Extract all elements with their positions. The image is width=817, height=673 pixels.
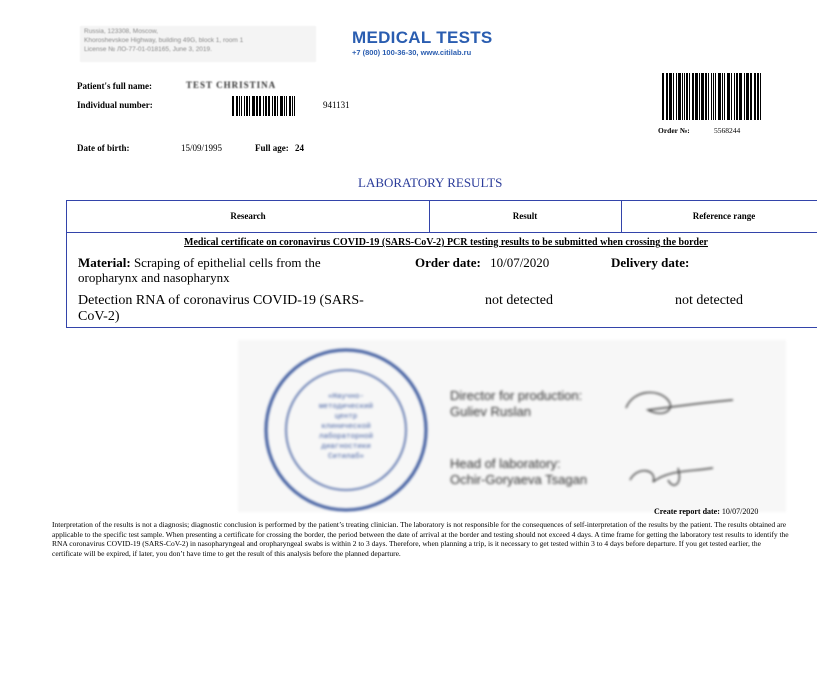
- director-signature: [626, 392, 733, 413]
- barcode-bar: [754, 73, 756, 120]
- patient-name-value: TEST CHRISTINA: [186, 80, 277, 90]
- stamp-line: лабораторной: [318, 433, 373, 441]
- order-date-row: [415, 255, 549, 271]
- section-title: LABORATORY RESULTS: [358, 175, 503, 190]
- signature-area: [238, 340, 786, 512]
- barcode-bar: [239, 96, 240, 116]
- report-date-value: 10/07/2020: [721, 507, 759, 516]
- lab-address-block: [80, 26, 316, 62]
- barcode-bar: [272, 96, 273, 116]
- barcode-bar: [263, 96, 264, 116]
- stamp-line: диагностики: [321, 443, 371, 451]
- barcode-bar: [757, 73, 759, 120]
- dob-label: Date of birth:: [77, 143, 130, 153]
- lab-brand: [352, 28, 493, 57]
- barcode-bar: [252, 96, 255, 116]
- age-label: Full age:: [255, 143, 289, 153]
- barcode-bar: [274, 96, 276, 116]
- barcode-bar: [669, 73, 671, 120]
- head-signature: [630, 468, 713, 485]
- barcode-bar: [246, 96, 248, 116]
- results-table: [66, 200, 817, 328]
- barcode-bar: [708, 73, 709, 120]
- order-number-value: 5568244: [714, 126, 741, 135]
- stamp-line: «Научно-: [327, 393, 364, 401]
- brand-contact: +7 (800) 100-36-30, www.citilab.ru: [352, 48, 472, 57]
- director-title: Director for production:: [450, 388, 583, 403]
- address-line: Khoroshevskoe Highway, building 49G, block 1, room 1: [84, 37, 244, 44]
- barcode-bar: [678, 73, 680, 120]
- stamp-line: центр клинической: [321, 413, 371, 431]
- director-block: [450, 388, 582, 420]
- barcode-bar: [746, 73, 748, 120]
- barcode-bar: [265, 96, 268, 116]
- order-barcode: [662, 73, 763, 120]
- patient-barcode: [232, 96, 297, 116]
- barcode-bar: [692, 73, 694, 120]
- order-date-label: Order date:: [415, 255, 481, 270]
- stamp-line: Ситилаб»: [327, 453, 364, 461]
- barcode-bar: [676, 73, 677, 120]
- barcode-bar: [673, 73, 675, 120]
- barcode-bar: [249, 96, 250, 116]
- barcode-bar: [277, 96, 278, 116]
- barcode-bar: [695, 73, 697, 120]
- barcode-bar: [713, 73, 714, 120]
- barcode-bar: [731, 73, 732, 120]
- brand-title: MEDICAL TESTS: [352, 28, 493, 47]
- barcode-bar: [682, 73, 683, 120]
- head-name: Ochir-Goryaeva Tsagan: [450, 472, 588, 487]
- report-date: [654, 507, 758, 516]
- barcode-bar: [739, 73, 741, 120]
- dob-value: 15/09/1995: [181, 143, 223, 153]
- address-line: Russia, 123308, Moscow,: [84, 28, 159, 35]
- test-name: Detection RNA of coronavirus COVID-19 (SARS-CoV-2): [78, 293, 364, 324]
- report-date-label: Create report date:: [654, 507, 720, 516]
- delivery-date-label: Delivery date:: [611, 255, 690, 270]
- barcode-bar: [705, 73, 707, 120]
- material-row: [78, 255, 378, 285]
- barcode-bar: [734, 73, 735, 120]
- director-name: Guliev Ruslan: [450, 404, 531, 419]
- barcode-bar: [750, 73, 752, 120]
- barcode-bar: [724, 73, 725, 120]
- barcode-bar: [292, 96, 293, 116]
- barcode-bar: [241, 96, 242, 116]
- barcode-bar: [259, 96, 261, 116]
- barcode-bar: [701, 73, 703, 120]
- individual-number-label: Individual number:: [77, 100, 153, 110]
- barcode-bar: [232, 96, 234, 116]
- barcode-bar: [699, 73, 700, 120]
- barcode-bar: [715, 73, 717, 120]
- order-date-value: 10/07/2020: [490, 255, 550, 270]
- certificate-title: Medical certificate on coronavirus COVID-19 (SARS-CoV-2) PCR testing results to be submitted when crossing the border: [184, 237, 708, 248]
- test-result: not detected: [485, 293, 554, 308]
- disclaimer-text: Interpretation of the results is not a diagnosis; diagnostic conclusion is performed by the patient’s treating clinician. The laboratory is not responsible for the consequences of self-interpretation of the results by the patient. The results obtained are applicable to the specific test sample. When presenting a certificate for crossing the border, the period between the date of arrival at the border and testing should not exceed 4 days. A time frame for getting the laboratory test results to identify the RNA coronavirus COVID-19 (SARS-CoV-2) in nasopharyngeal and oropharyngeal swabs is within 2 to 3 days. Therefore, when planning a trip, is it necessary to get tested within 3 to 4 days before departure. If you get tested earlier, the certificate will be expired, if later, you don’t have time to get the result of this analysis before the planned departure.: [52, 520, 789, 558]
- address-line: License № ЛО-77-01-018165, June 3, 2019.: [84, 46, 212, 53]
- barcode-bar: [289, 96, 291, 116]
- barcode-bar: [686, 73, 688, 120]
- barcode-bar: [689, 73, 690, 120]
- col-reference-header: Reference range: [692, 211, 756, 221]
- barcode-bar: [728, 73, 730, 120]
- barcode-bar: [718, 73, 720, 120]
- barcode-bar: [286, 96, 288, 116]
- head-block: [450, 456, 587, 488]
- head-title: Head of laboratory:: [450, 456, 561, 471]
- col-result-header: Result: [512, 211, 538, 221]
- patient-name-label: Patient's full name:: [77, 81, 152, 91]
- barcode-bar: [727, 73, 728, 120]
- barcode-bar: [662, 73, 664, 120]
- barcode-bar: [244, 96, 246, 116]
- test-reference: not detected: [675, 293, 744, 308]
- barcode-bar: [711, 73, 712, 120]
- barcode-bar: [294, 96, 295, 116]
- barcode-bar: [736, 73, 738, 120]
- stamp-text: [308, 392, 384, 462]
- barcode-bar: [284, 96, 285, 116]
- barcode-bar: [744, 73, 746, 120]
- barcode-bar: [722, 73, 723, 120]
- barcode-bar: [256, 96, 258, 116]
- material-label: Material:: [78, 255, 131, 270]
- material-value: Scraping of epithelial cells from the oropharynx and nasopharynx: [78, 255, 321, 285]
- barcode-bar: [280, 96, 283, 116]
- barcode-bar: [760, 73, 762, 120]
- age-value: 24: [295, 143, 304, 153]
- barcode-bar: [268, 96, 270, 116]
- barcode-bar: [236, 96, 238, 116]
- barcode-bar: [684, 73, 685, 120]
- barcode-bar: [666, 73, 668, 120]
- individual-number-value: 941131: [323, 100, 350, 110]
- col-research-header: Research: [230, 211, 266, 221]
- order-number-label: Order №:: [658, 126, 690, 135]
- stamp-line: методический: [318, 403, 373, 411]
